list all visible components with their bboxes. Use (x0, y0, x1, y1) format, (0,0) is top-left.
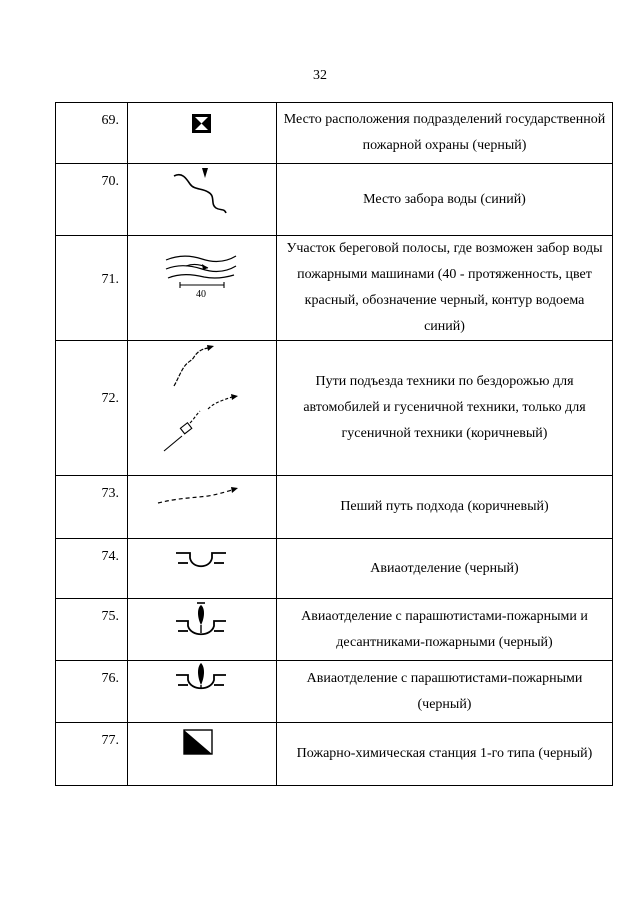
row-description: Место расположения подразделений государственной пожарной охраны (черный) (277, 103, 613, 164)
air-unit-parachute-rappel-icon (128, 599, 276, 661)
symbol-cell (128, 661, 277, 723)
table-row (56, 599, 613, 661)
row-number: 73. (56, 476, 128, 539)
row-number: 74. (56, 539, 128, 599)
symbol-cell (128, 341, 277, 476)
row-description: Участок береговой полосы, где возможен забор воды пожарными машинами (40 - протяженность, цвет красный, обозначение черный, контур водоема синий) (277, 236, 613, 341)
table-row (56, 103, 613, 164)
row-number: 75. (56, 599, 128, 661)
symbol-cell (128, 723, 277, 786)
symbol-cell (128, 164, 277, 236)
air-unit-icon (128, 539, 276, 599)
row-description: Пожарно-химическая станция 1-го типа (черный) (277, 723, 613, 786)
table-row (56, 539, 613, 599)
symbol-legend-table (55, 102, 613, 786)
row-description: Пути подъезда техники по бездорожью для автомобилей и гусеничной техники, только для гусеничной техники (коричневый) (277, 341, 613, 476)
row-number: 76. (56, 661, 128, 723)
row-description: Авиаотделение (черный) (277, 539, 613, 599)
table-row (56, 476, 613, 539)
offroad-routes-icon (128, 341, 276, 476)
fire-chemical-station-icon (128, 723, 276, 786)
row-description: Авиаотделение с парашютистами-пожарными и десантниками-пожарными (черный) (277, 599, 613, 661)
fire-protection-unit-icon (128, 103, 276, 164)
row-number: 77. (56, 723, 128, 786)
water-intake-icon (128, 164, 276, 236)
symbol-cell (128, 476, 277, 539)
row-description: Место забора воды (синий) (277, 164, 613, 236)
page-number: 32 (313, 68, 327, 83)
foot-path-icon (128, 476, 276, 539)
symbol-cell (128, 103, 277, 164)
table-row (56, 164, 613, 236)
table-row (56, 661, 613, 723)
symbol-cell (128, 599, 277, 661)
row-number: 71. (56, 236, 128, 341)
symbol-cell (128, 236, 277, 341)
shoreline-water-access-icon (128, 236, 276, 340)
row-description: Авиаотделение с парашютистами-пожарными (черный) (277, 661, 613, 723)
row-number: 70. (56, 164, 128, 236)
air-unit-parachute-icon (128, 661, 276, 723)
table-row (56, 236, 613, 341)
table-row (56, 723, 613, 786)
row-number: 72. (56, 341, 128, 476)
table-row (56, 341, 613, 476)
row-description: Пеший путь подхода (коричневый) (277, 476, 613, 539)
row-number: 69. (56, 103, 128, 164)
segment-length-label: 40 (196, 289, 206, 300)
symbol-cell (128, 539, 277, 599)
